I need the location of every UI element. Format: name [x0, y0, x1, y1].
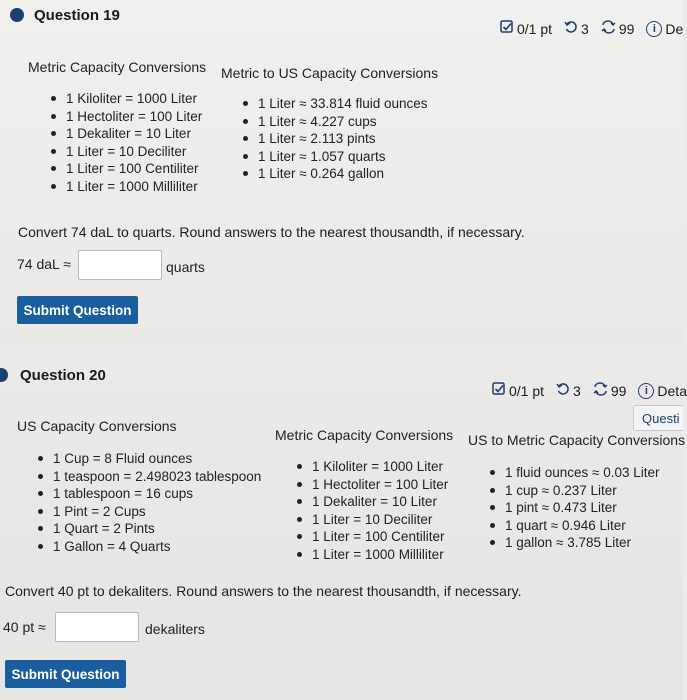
details-link[interactable]: De	[665, 20, 684, 37]
question-status-dot	[0, 368, 8, 382]
input-prefix: 74 daL ≈	[17, 256, 71, 272]
list-item: 1 Liter ≈ 1.057 quarts	[240, 148, 428, 166]
question-prompt: Convert 74 daL to quarts. Round answers to the nearest thousandth, if necessary.	[18, 224, 525, 240]
unit-label: dekaliters	[145, 621, 205, 637]
list-item: 1 Hectoliter = 100 Liter	[48, 108, 202, 126]
retry-icon[interactable]	[556, 382, 570, 399]
us-to-metric-heading: US to Metric Capacity Conversions	[468, 432, 686, 448]
score-text: 0/1 pt	[509, 382, 545, 399]
attempts-count: 99	[610, 382, 627, 399]
us-conversions-heading: Metric to US Capacity Conversions	[221, 65, 439, 81]
list-item: 1 Liter = 100 Centiliter	[48, 160, 202, 178]
us-to-metric-list	[487, 464, 660, 552]
score-text: 0/1 pt	[517, 20, 553, 37]
list-item: 1 Gallon = 4 Quarts	[35, 538, 261, 556]
us-conversions-list	[35, 450, 261, 555]
list-item: 1 Liter = 1000 Milliliter	[294, 546, 448, 564]
list-item: 1 pint ≈ 0.473 Liter	[487, 499, 660, 517]
checkbox-icon	[500, 20, 514, 37]
list-item: 1 Liter ≈ 2.113 pints	[240, 130, 428, 148]
answer-input[interactable]	[78, 250, 162, 280]
input-prefix: 40 pt ≈	[3, 619, 46, 635]
list-item: 1 Liter = 100 Centiliter	[294, 528, 448, 546]
question-meta	[500, 20, 683, 37]
submit-question-button[interactable]: Submit Question	[17, 296, 138, 324]
list-item: 1 cup ≈ 0.237 Liter	[487, 482, 660, 500]
list-item: 1 fluid ounces ≈ 0.03 Liter	[487, 464, 660, 482]
retries-count: 3	[581, 20, 589, 37]
question-status-dot	[10, 8, 24, 22]
list-item: 1 Liter ≈ 4.227 cups	[240, 113, 428, 131]
metric-conversions-heading: Metric Capacity Conversions	[28, 59, 207, 75]
list-item: 1 Kiloliter = 1000 Liter	[48, 90, 202, 108]
list-item: 1 Quart = 2 Pints	[35, 520, 261, 538]
list-item: 1 teaspoon = 2.498023 tablespoon	[35, 468, 261, 486]
list-item: 1 Hectoliter = 100 Liter	[294, 476, 448, 494]
sync-icon	[593, 382, 608, 399]
question-title: Question 19	[34, 7, 120, 24]
list-item: 1 Liter ≈ 33.814 fluid ounces	[240, 95, 428, 113]
submit-question-button[interactable]: Submit Question	[5, 660, 126, 688]
question-title: Question 20	[20, 367, 106, 384]
question-19-panel	[0, 0, 683, 345]
list-item: 1 Kiloliter = 1000 Liter	[294, 458, 448, 476]
list-item: 1 Cup = 8 Fluid ounces	[35, 450, 261, 468]
retry-icon[interactable]	[564, 20, 578, 37]
metric-conversions-list	[294, 458, 448, 563]
unit-label: quarts	[166, 259, 205, 275]
details-link[interactable]: Deta	[657, 382, 687, 399]
list-item: 1 Pint = 2 Cups	[35, 503, 261, 521]
checkbox-icon	[492, 382, 506, 399]
list-item: 1 Liter ≈ 0.264 gallon	[240, 165, 428, 183]
list-item: 1 Liter = 1000 Milliliter	[48, 178, 202, 196]
list-item: 1 quart ≈ 0.946 Liter	[487, 517, 660, 535]
list-item: 1 Dekaliter = 10 Liter	[48, 125, 202, 143]
answer-input[interactable]	[55, 612, 139, 642]
retries-count: 3	[573, 382, 581, 399]
attempts-count: 99	[618, 20, 635, 37]
list-item: 1 Liter = 10 Deciliter	[294, 511, 448, 529]
us-conversions-list	[240, 95, 428, 183]
list-item: 1 Dekaliter = 10 Liter	[294, 493, 448, 511]
question-meta	[492, 382, 687, 399]
us-conversions-heading: US Capacity Conversions	[17, 418, 177, 434]
info-icon[interactable]: i	[638, 383, 654, 399]
info-icon[interactable]: i	[646, 21, 662, 37]
question-prompt: Convert 40 pt to dekaliters. Round answers to the nearest thousandth, if necessary.	[5, 583, 522, 599]
question-20-panel	[0, 345, 687, 700]
list-item: 1 gallon ≈ 3.785 Liter	[487, 534, 660, 552]
list-item: 1 tablespoon = 16 cups	[35, 485, 261, 503]
metric-conversions-list	[48, 90, 202, 195]
list-item: 1 Liter = 10 Deciliter	[48, 143, 202, 161]
metric-conversions-heading: Metric Capacity Conversions	[275, 427, 454, 443]
question-tab[interactable]: Questi	[633, 405, 683, 431]
sync-icon	[601, 20, 616, 37]
